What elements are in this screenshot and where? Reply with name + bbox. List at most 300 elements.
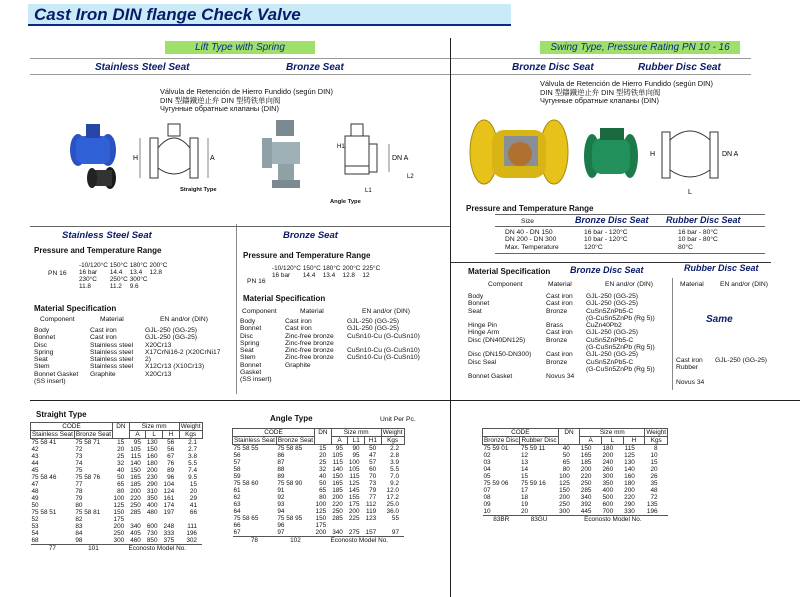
table-cell	[129, 516, 146, 523]
table-cell: 55	[391, 515, 399, 522]
ss-pt-table	[78, 262, 168, 290]
mat: Bronze	[546, 336, 568, 344]
table-cell: 97	[391, 529, 399, 536]
table-cell: 03	[483, 459, 491, 466]
mat: Graphite	[285, 361, 311, 369]
comp: Bonnet	[240, 361, 262, 369]
table-cell: 115	[332, 459, 343, 466]
table-cell: 200	[348, 508, 360, 515]
table-cell: 275	[348, 529, 360, 536]
comp: Stem	[240, 354, 256, 362]
table-cell: 2.2	[390, 445, 399, 452]
table-cell: 145	[348, 487, 360, 494]
table-cell: 50	[562, 452, 570, 459]
table-cell: 73	[75, 453, 83, 460]
table-cell: 84	[75, 530, 83, 537]
table-cell	[348, 522, 365, 529]
table-cell: 44	[31, 460, 39, 467]
table-cell: 42	[31, 446, 39, 453]
table-cell: 140	[624, 466, 635, 473]
label-angle: Angle Type	[330, 199, 361, 205]
mat: Zinc-free bronze	[285, 339, 334, 347]
table-cell: 200	[332, 494, 343, 501]
table-cell: 175	[348, 501, 360, 508]
mat: Novus 34	[546, 373, 575, 381]
table-cell: 300	[602, 473, 614, 480]
table-cell: 93	[277, 501, 285, 508]
rpt-bottom-rule	[495, 253, 765, 254]
table-cell: 17.2	[386, 494, 399, 501]
mat: Zinc-free bronze	[285, 332, 334, 340]
table-row	[31, 453, 203, 460]
table-cell: 9.5	[188, 474, 197, 481]
comp: Disc (DN150-DN300)	[468, 351, 532, 359]
table-cell: 700	[602, 508, 614, 515]
comp	[468, 315, 531, 322]
table-cell: 76	[167, 460, 175, 467]
table-cell: 09	[483, 501, 491, 508]
cell: 250°C	[109, 276, 128, 283]
table-cell: 80	[562, 466, 570, 473]
cell: 16 bar	[79, 269, 98, 276]
table-cell: 300	[559, 508, 570, 515]
table-cell: 86	[277, 452, 285, 459]
table-cell: 88	[277, 466, 285, 473]
svg-text:L1: L1	[365, 188, 372, 194]
th: DN	[558, 429, 580, 445]
table-row	[483, 459, 668, 466]
table-cell: 165	[130, 474, 141, 481]
table-cell: 82	[75, 516, 83, 523]
table-cell: 10	[483, 508, 491, 515]
table-cell: 310	[146, 488, 158, 495]
label-straight: Straight Type	[180, 187, 217, 193]
mat: Zinc-free bronze	[285, 347, 334, 355]
cell: 225°C	[362, 265, 381, 272]
table-cell: 200	[559, 494, 570, 501]
table-row	[233, 459, 405, 466]
en: (G-CuSn5ZnPb (Rg 5))	[586, 365, 655, 373]
table-row	[483, 501, 668, 508]
mat: Cast iron	[546, 351, 573, 359]
table-cell: 105	[348, 466, 360, 473]
mat: Zinc-free bronze	[285, 354, 334, 362]
table-cell: 90	[352, 445, 360, 452]
table-row	[31, 467, 203, 474]
table-cell: 75 59 01	[483, 445, 509, 452]
rmat-col-en-r: EN and/or (DIN)	[720, 281, 768, 288]
ss-pn: PN 16	[48, 270, 67, 277]
table-cell: 20	[117, 446, 125, 453]
cell: 11.2	[109, 283, 122, 290]
en: GJL-250 (GG-25)	[145, 327, 198, 334]
table-cell: 160	[624, 473, 635, 480]
left-seat-band	[30, 58, 450, 75]
table-row	[233, 494, 405, 501]
comp: Bonnet Gasket	[468, 373, 513, 381]
table-cell: 400	[602, 487, 614, 494]
en: CuSn10-Cu (G-CuSn10)	[347, 354, 420, 362]
table-cell: 12	[520, 452, 529, 459]
th: L	[601, 437, 623, 445]
table-cell: 175	[113, 516, 125, 523]
table-row	[233, 501, 405, 508]
table-row	[233, 466, 405, 473]
table-cell: 75 58 71	[75, 439, 101, 446]
en: X12Cr13 (X10Cr13)	[145, 363, 205, 371]
desc-line: Válvula de Retención de Hierro Fundido (según DIN)	[160, 87, 333, 96]
table-cell: 200	[580, 466, 592, 473]
table-cell: 230	[146, 474, 158, 481]
rmat-split	[672, 278, 673, 390]
rmat-r-en: GJL-250 (GG-25)	[715, 357, 768, 364]
table-cell: 104	[163, 481, 175, 488]
table-cell: 115	[130, 453, 141, 460]
straight-table	[30, 422, 203, 552]
table-cell: 250	[130, 502, 141, 509]
table-cell: 75 58 90	[277, 480, 303, 487]
th: CODE	[233, 429, 315, 437]
table-cell: 330	[624, 508, 635, 515]
table-cell: 130	[146, 439, 158, 446]
bz-col-mat: Material	[300, 308, 324, 315]
table-cell: 100	[559, 473, 570, 480]
table-cell: 392	[580, 501, 592, 508]
table-row	[483, 494, 668, 501]
table-cell: 70	[369, 473, 377, 480]
table-cell: 97	[277, 529, 285, 536]
cell: 12	[362, 272, 370, 279]
table-cell: 111	[187, 523, 197, 530]
bz-mat-title: Material Specification	[243, 294, 326, 303]
angle-drawing	[335, 118, 425, 203]
table-cell: 165	[332, 480, 343, 487]
same-label: Same	[706, 314, 733, 325]
table-cell: 95	[133, 439, 141, 446]
table-cell: 87	[277, 459, 285, 466]
table-cell: 57	[233, 459, 241, 466]
en: GJL-250 (GG-25)	[586, 351, 639, 359]
table-cell: 40	[562, 445, 570, 452]
left-description	[160, 88, 333, 114]
cell: 16 bar	[272, 272, 291, 279]
table-cell: 72	[75, 446, 83, 453]
comp: Bonnet Gasket	[34, 370, 79, 378]
table-cell: 333	[163, 530, 175, 537]
mat: Brass	[546, 322, 564, 330]
svg-text:L: L	[688, 189, 692, 196]
mat: Rubber	[676, 364, 698, 372]
table-cell: 40	[117, 467, 125, 474]
table-cell	[179, 516, 202, 523]
comp: Stem	[34, 363, 50, 371]
cell: 80°C	[678, 243, 693, 251]
th: DN	[113, 423, 130, 439]
table-cell: 63	[233, 501, 241, 508]
table-cell: 20	[319, 452, 327, 459]
table-cell: 54	[31, 530, 39, 537]
svg-text:H1: H1	[337, 144, 345, 150]
en: (G-CuSn5ZnPb (Rg 5))	[586, 314, 655, 322]
mat: Cast iron	[546, 293, 573, 300]
table-cell: 53	[31, 523, 39, 530]
table-cell: 89	[167, 467, 175, 474]
table-cell: 20	[520, 508, 529, 515]
table-row	[483, 452, 668, 459]
table-cell: 600	[146, 523, 158, 530]
th: Bronze Seat	[277, 437, 314, 444]
table-cell: 125	[315, 508, 327, 515]
table-cell: 96	[277, 522, 285, 529]
left-split	[236, 224, 237, 394]
table-cell: 77	[369, 494, 377, 501]
bz-pt-title: Pressure and Temperature Range	[243, 251, 371, 260]
table-cell: 75 59 16	[520, 480, 546, 487]
comp	[468, 366, 531, 373]
table-cell: 83	[75, 523, 83, 530]
table-cell: 25.0	[386, 501, 399, 508]
svg-text:DN A: DN A	[722, 151, 738, 158]
table-row	[233, 515, 405, 522]
table-cell: 64	[233, 508, 241, 515]
table-cell: 180	[602, 445, 614, 452]
table-cell: 05	[483, 473, 491, 480]
bz-pn: PN 16	[247, 278, 266, 285]
cell: Max. Temperature	[505, 243, 559, 251]
table-cell: 302	[186, 537, 197, 544]
right-seat-b: Rubber Disc Seat	[638, 62, 721, 73]
table-cell: 285	[130, 509, 141, 516]
grey-valve-image	[256, 118, 316, 198]
table-cell: 41	[189, 502, 197, 509]
table-cell: 18	[520, 494, 529, 501]
table-cell: 115	[624, 445, 635, 452]
th: Kgs	[381, 437, 404, 445]
table-cell: 10	[650, 452, 658, 459]
table-cell: 175	[315, 522, 327, 529]
th: A	[331, 437, 348, 445]
table-cell: 75	[75, 467, 83, 474]
rmat-col-en: EN and/or (DIN)	[605, 281, 653, 288]
comp: Disc (DN40DN125)	[468, 336, 526, 344]
table-cell: 50	[31, 502, 39, 509]
table-cell: 174	[163, 502, 175, 509]
cell: 300°C	[129, 276, 148, 283]
ss-comps	[34, 327, 78, 385]
table-cell: 15	[319, 445, 327, 452]
cell: -10/120°C	[272, 265, 301, 272]
cell: 150°C	[302, 265, 321, 272]
th: L1	[348, 437, 365, 445]
ss-col-en: EN and/or (DIN)	[160, 316, 208, 323]
bz-pt-table	[271, 265, 381, 279]
table-cell: 150	[146, 446, 158, 453]
table-row	[483, 466, 668, 473]
rpt-size: Size	[521, 218, 535, 225]
bz-comps	[240, 318, 272, 384]
table-cell: 67	[233, 529, 241, 536]
bz-rule	[236, 226, 450, 227]
en: CuSn10-Cu (G-CuSn10)	[347, 332, 420, 340]
right-seat-band	[451, 58, 751, 75]
table-row	[31, 446, 203, 453]
table-cell: 250	[113, 530, 125, 537]
comp: Seat	[468, 307, 482, 315]
table-cell: 65	[117, 481, 125, 488]
table-cell: 375	[163, 537, 175, 544]
table-cell: 75 58 95	[277, 515, 303, 522]
table-cell: 161	[163, 495, 175, 502]
table-cell: 250	[332, 508, 343, 515]
table-cell: 220	[580, 473, 592, 480]
blue-valve-image	[58, 118, 128, 198]
en: CuZn40Pb2	[586, 322, 622, 330]
table-cell: 123	[365, 515, 377, 522]
mat: Cast iron	[90, 334, 117, 342]
cell: 13.4	[322, 272, 336, 279]
table-cell: 75 59 11	[520, 445, 546, 452]
svg-text:DN A: DN A	[392, 155, 409, 162]
table-cell: 07	[483, 487, 491, 494]
cell: 9.6	[129, 283, 139, 290]
en: GJL-250 (GG-25)	[586, 329, 639, 337]
table-cell: 8	[654, 445, 658, 452]
table-cell: 20	[189, 488, 197, 495]
table-cell: 150	[332, 473, 343, 480]
cell: 16 bar - 120°C	[584, 229, 628, 236]
table-cell: 78	[75, 488, 83, 495]
table-cell: 12.0	[386, 487, 399, 494]
rpt-mid-rule	[495, 226, 765, 227]
table-row	[483, 445, 668, 453]
cell: 14.4	[109, 269, 123, 276]
th: Size mm	[129, 423, 179, 431]
table-cell	[365, 522, 382, 529]
table-cell: 65	[562, 459, 570, 466]
comp: Spring	[240, 339, 260, 347]
table-cell: 250	[559, 501, 570, 508]
table-cell: 15	[520, 473, 529, 480]
table-cell: 9.2	[390, 480, 399, 487]
table-cell: 5.5	[390, 466, 399, 473]
ss-rule	[30, 226, 236, 227]
table-cell: 7.4	[188, 467, 197, 474]
table-cell: 200	[602, 452, 614, 459]
mat: Cast iron	[285, 318, 312, 325]
table-cell: 75 58 76	[75, 474, 101, 481]
table-cell: 340	[130, 523, 141, 530]
table-cell: 165	[580, 452, 592, 459]
mat: Bronze	[546, 307, 568, 315]
en: GJL-250 (GG-25)	[347, 318, 400, 325]
mat	[546, 366, 574, 373]
footer-row	[233, 537, 405, 545]
footer-cell: 83GU	[530, 516, 548, 523]
table-cell: 115	[349, 473, 360, 480]
table-cell: 60	[369, 466, 377, 473]
table-cell: 15	[189, 481, 197, 488]
table-cell: 340	[332, 529, 343, 536]
table-cell: 290	[146, 481, 158, 488]
green-valve-image	[580, 120, 642, 190]
table-cell: 80	[319, 494, 327, 501]
table-row	[31, 439, 203, 447]
table-cell: 26	[650, 473, 658, 480]
en: X17CrNi16-2 (X20CrNi17	[145, 348, 221, 356]
comp: Disc	[34, 341, 48, 349]
table-cell: 29	[189, 495, 197, 502]
table-cell: 500	[602, 494, 614, 501]
th: Size mm	[331, 429, 381, 437]
table-cell: 155	[348, 494, 360, 501]
en: GJL-250 (GG-25)	[586, 293, 639, 300]
table-cell: 160	[146, 453, 158, 460]
table-cell: 36.0	[386, 508, 399, 515]
footer-cell: 77	[48, 545, 56, 552]
table-cell: 248	[163, 523, 175, 530]
table-cell: 49	[31, 495, 39, 502]
table-cell: 50	[369, 445, 377, 452]
table-cell: 77	[75, 481, 83, 488]
table-row	[233, 473, 405, 480]
svg-text:L2: L2	[407, 174, 414, 180]
table-cell: 196	[186, 530, 197, 537]
table-cell: 13	[520, 459, 529, 466]
table-cell: 150	[113, 509, 125, 516]
table-cell: 850	[146, 537, 158, 544]
rmat-col-comp: Component	[488, 281, 523, 288]
th: Kgs	[645, 437, 668, 445]
swing-drawing	[648, 118, 738, 198]
straight-title: Straight Type	[36, 410, 87, 419]
rmat-col-mat: Material	[548, 281, 572, 288]
rmat-title: Material Specification	[468, 267, 551, 276]
comp: Seat	[34, 356, 48, 364]
bz-mats	[285, 318, 334, 369]
table-cell: 196	[646, 508, 658, 515]
table-cell: 43	[31, 453, 39, 460]
table-cell: 66	[189, 509, 197, 516]
table-cell: 340	[580, 494, 592, 501]
desc-line: DIN 型鑄鐵逆止弁 DIN 型铸铁单向阀	[540, 87, 661, 97]
mat: Stainless steel	[90, 348, 134, 356]
table-cell: 2.1	[188, 439, 197, 446]
table-cell: 150	[580, 445, 592, 452]
table-cell: 157	[365, 529, 377, 536]
cell: 16 bar - 80°C	[678, 229, 718, 236]
svg-text:H: H	[650, 151, 656, 158]
table-cell: 59	[233, 473, 241, 480]
table-cell: 240	[602, 459, 614, 466]
mat: Graphite	[90, 370, 116, 378]
table-cell: 100	[315, 501, 327, 508]
cell: 11.8	[79, 283, 91, 290]
comp: Body	[468, 293, 484, 300]
table-cell: 600	[602, 501, 614, 508]
footer-cell: 78	[250, 537, 258, 544]
rpt-bronze: Bronze Disc Seat	[575, 215, 649, 225]
table-cell: 185	[580, 459, 592, 466]
table-cell: 400	[146, 502, 158, 509]
table-cell: 140	[332, 466, 343, 473]
mat	[676, 372, 704, 379]
ss-pt-title: Pressure and Temperature Range	[34, 246, 162, 255]
mat: Stainless steel	[90, 341, 134, 349]
table-row	[233, 529, 405, 537]
comp: (SS insert)	[34, 378, 66, 386]
table-cell: 47	[31, 481, 39, 488]
table-cell: 135	[646, 501, 658, 508]
